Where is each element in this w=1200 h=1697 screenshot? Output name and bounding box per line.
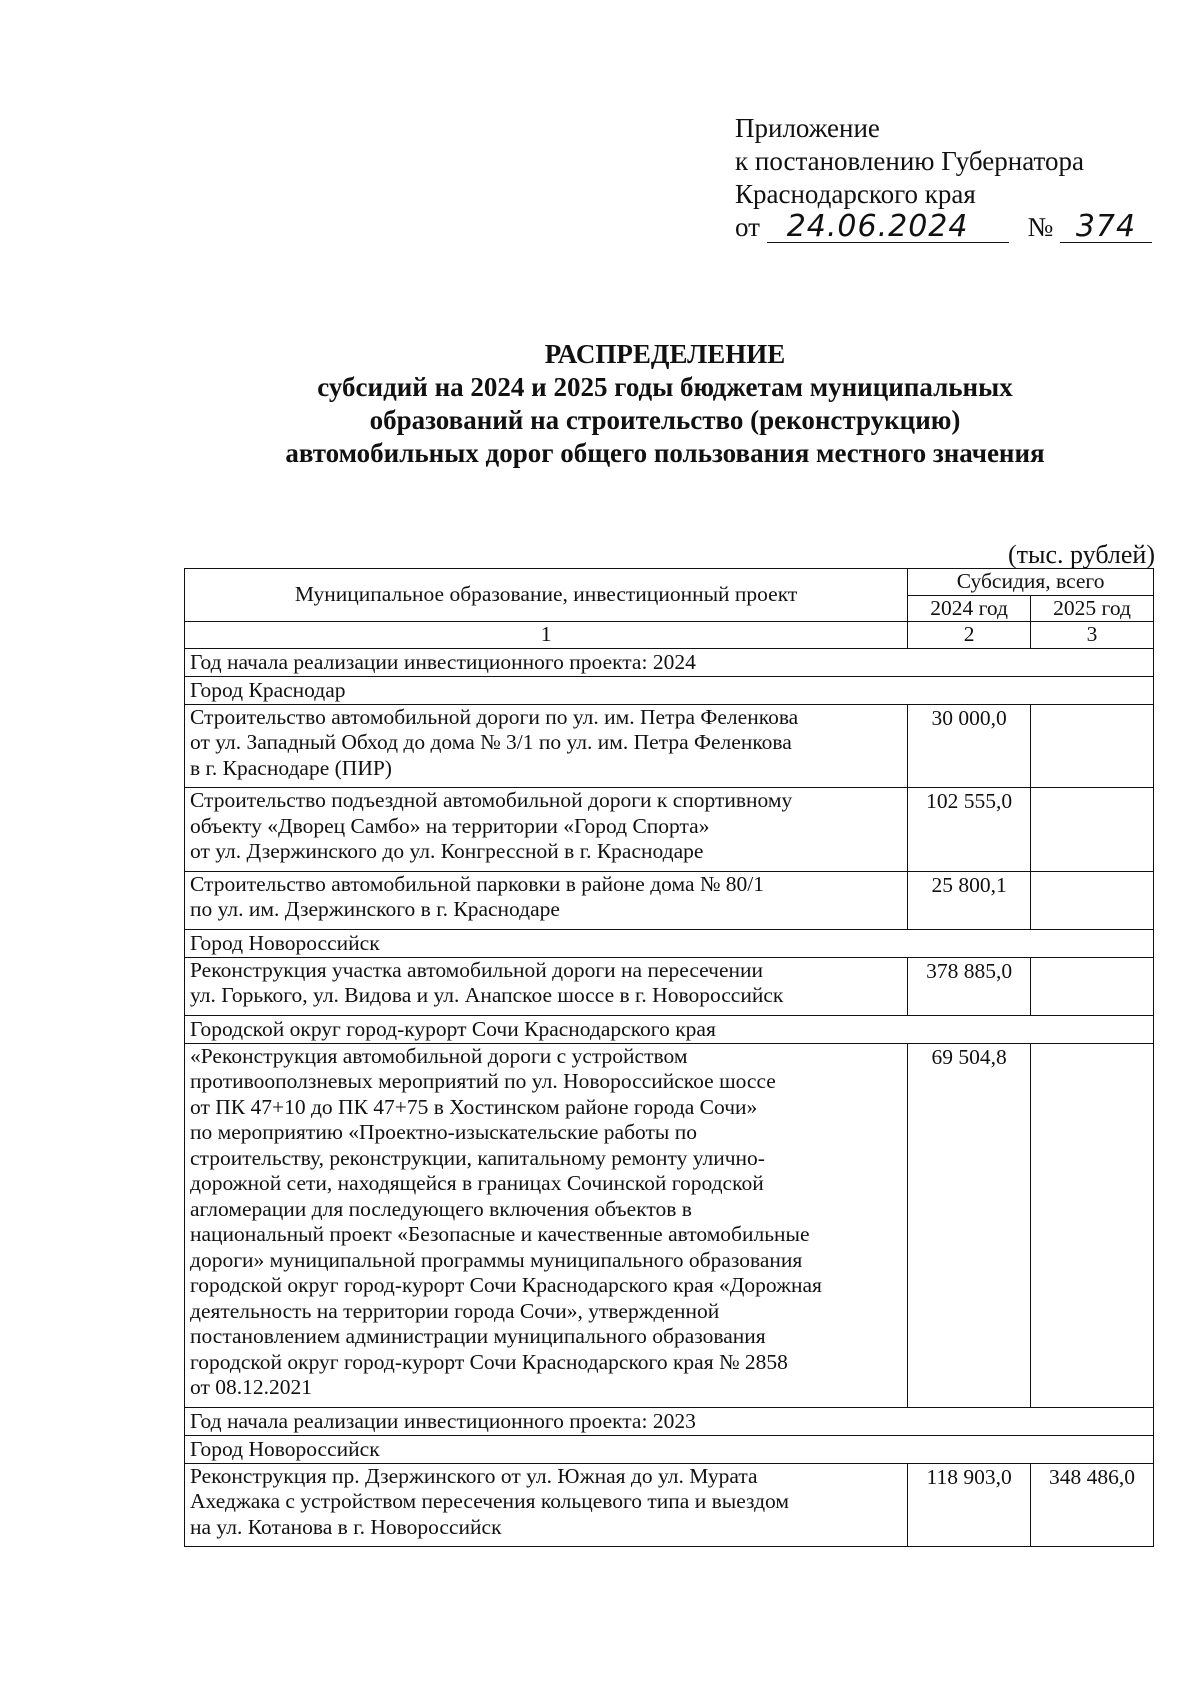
col-number-1: 1	[185, 622, 908, 649]
project-row	[185, 1463, 1154, 1547]
appendix-line-3: Краснодарского края	[735, 179, 976, 209]
header-row	[185, 569, 1154, 596]
document-title	[160, 338, 1170, 470]
project-row	[185, 957, 1154, 1015]
municipality-name: Городской округ город-курорт Сочи Краснодарского края	[185, 1015, 1154, 1043]
project-cell	[185, 788, 908, 872]
from-label: от	[735, 212, 760, 242]
subsidy-2025-value: 348 486,0	[1031, 1463, 1154, 1547]
subsidy-2024-value: 30 000,0	[908, 704, 1031, 788]
appendix-block	[735, 112, 1152, 244]
title-line-3: образований на строительство (реконструкцию)	[369, 405, 961, 435]
project-name: «Реконструкция автомобильной дороги с устройством противооползневых мероприятий по ул. Новороссийское шоссе от ПК 47+10 до ПК 47+75 в Хостинском районе города Сочи» по мероприятию «Проектно-изыскательские работы по строительству, реконструкции, капитальному ремонту улично- дорожной сети, находящейся в границах Сочинской городской агломерации для последующего включения объектов в национальный проект «Безопасные и качественные автомобильные дороги» муниципальной программы муниципального образования городской округ город-курорт Сочи Краснодарского края «Дорожная деятельность на территории города Сочи», утвержденной постановлением администрации муниципального образования городской округ город-курорт Сочи Краснодарского края № 2858 от 08.12.2021	[190, 1043, 822, 1399]
column-numbers-row	[185, 622, 1154, 649]
municipality-row	[185, 676, 1154, 704]
title-line-2: субсидий на 2024 и 2025 годы бюджетам муниципальных	[317, 372, 1013, 402]
municipality-row	[185, 929, 1154, 957]
subsidy-2024-value: 118 903,0	[908, 1463, 1031, 1547]
col-number-3: 3	[1031, 622, 1154, 649]
project-cell	[185, 1463, 908, 1547]
project-cell	[185, 1043, 908, 1407]
project-name: Строительство подъездной автомобильной дороги к спортивному объекту «Дворец Самбо» на территории «Город Спорта» от ул. Дзержинского до ул. Конгрессной в г. Краснодаре	[190, 788, 793, 863]
project-name: Реконструкция участка автомобильной дороги на пересечении ул. Горького, ул. Видова и ул. Анапское шоссе в г. Новороссийск	[190, 957, 784, 1007]
appendix-line-4	[735, 211, 1152, 244]
subsidy-2024-value: 102 555,0	[908, 788, 1031, 872]
title-line-1: РАСПРЕДЕЛЕНИЕ	[544, 339, 786, 369]
subsidy-2024-value: 25 800,1	[908, 871, 1031, 929]
section-start-year: Год начала реализации инвестиционного проекта: 2023	[185, 1407, 1154, 1435]
subsidy-2025-value	[1031, 1043, 1154, 1407]
subsidy-2025-value	[1031, 871, 1154, 929]
appendix-line-2: к постановлению Губернатора	[735, 146, 1084, 176]
municipality-row	[185, 1015, 1154, 1043]
project-name: Реконструкция пр. Дзержинского от ул. Южная до ул. Мурата Ахеджака с устройством пересечения кольцевого типа и выездом на ул. Котанова в г. Новороссийск	[190, 1463, 789, 1539]
section-row	[185, 1407, 1154, 1435]
municipality-name: Город Новороссийск	[185, 929, 1154, 957]
col-header-2024: 2024 год	[908, 595, 1031, 622]
subsidy-2024-value: 69 504,8	[908, 1043, 1031, 1407]
col-number-2: 2	[908, 622, 1031, 649]
project-cell	[185, 957, 908, 1015]
col-header-2025: 2025 год	[1031, 595, 1154, 622]
project-row	[185, 788, 1154, 872]
municipality-name: Город Краснодар	[185, 676, 1154, 704]
subsidy-2025-value	[1031, 704, 1154, 788]
project-name: Строительство автомобильной дороги по ул. им. Петра Феленкова от ул. Западный Обход до дома № 3/1 по ул. им. Петра Феленкова в г. Краснодаре (ПИР)	[190, 704, 799, 780]
subsidy-2025-value	[1031, 957, 1154, 1015]
subsidy-2024-value: 378 885,0	[908, 957, 1031, 1015]
appendix-line-1: Приложение	[735, 113, 880, 143]
project-cell	[185, 871, 908, 929]
col-header-subsidy: Субсидия, всего	[908, 569, 1154, 596]
project-row	[185, 871, 1154, 929]
title-line-4: автомобильных дорог общего пользования местного значения	[285, 438, 1045, 468]
number-label: №	[1027, 212, 1054, 242]
units-label: (тыс. рублей)	[1007, 540, 1155, 569]
municipality-name: Город Новороссийск	[185, 1435, 1154, 1463]
col-header-municipality: Муниципальное образование, инвестиционный проект	[185, 569, 908, 622]
project-cell	[185, 704, 908, 788]
resolution-date: 24.06.2024	[767, 212, 1009, 243]
resolution-number: 374	[1060, 212, 1152, 243]
section-start-year: Год начала реализации инвестиционного проекта: 2024	[185, 648, 1154, 676]
section-row	[185, 648, 1154, 676]
project-row	[185, 1043, 1154, 1407]
project-name: Строительство автомобильной парковки в районе дома № 80/1 по ул. им. Дзержинского в г. Краснодаре	[190, 871, 764, 921]
subsidy-table	[184, 568, 1154, 1547]
municipality-row	[185, 1435, 1154, 1463]
subsidy-2025-value	[1031, 788, 1154, 872]
project-row	[185, 704, 1154, 788]
